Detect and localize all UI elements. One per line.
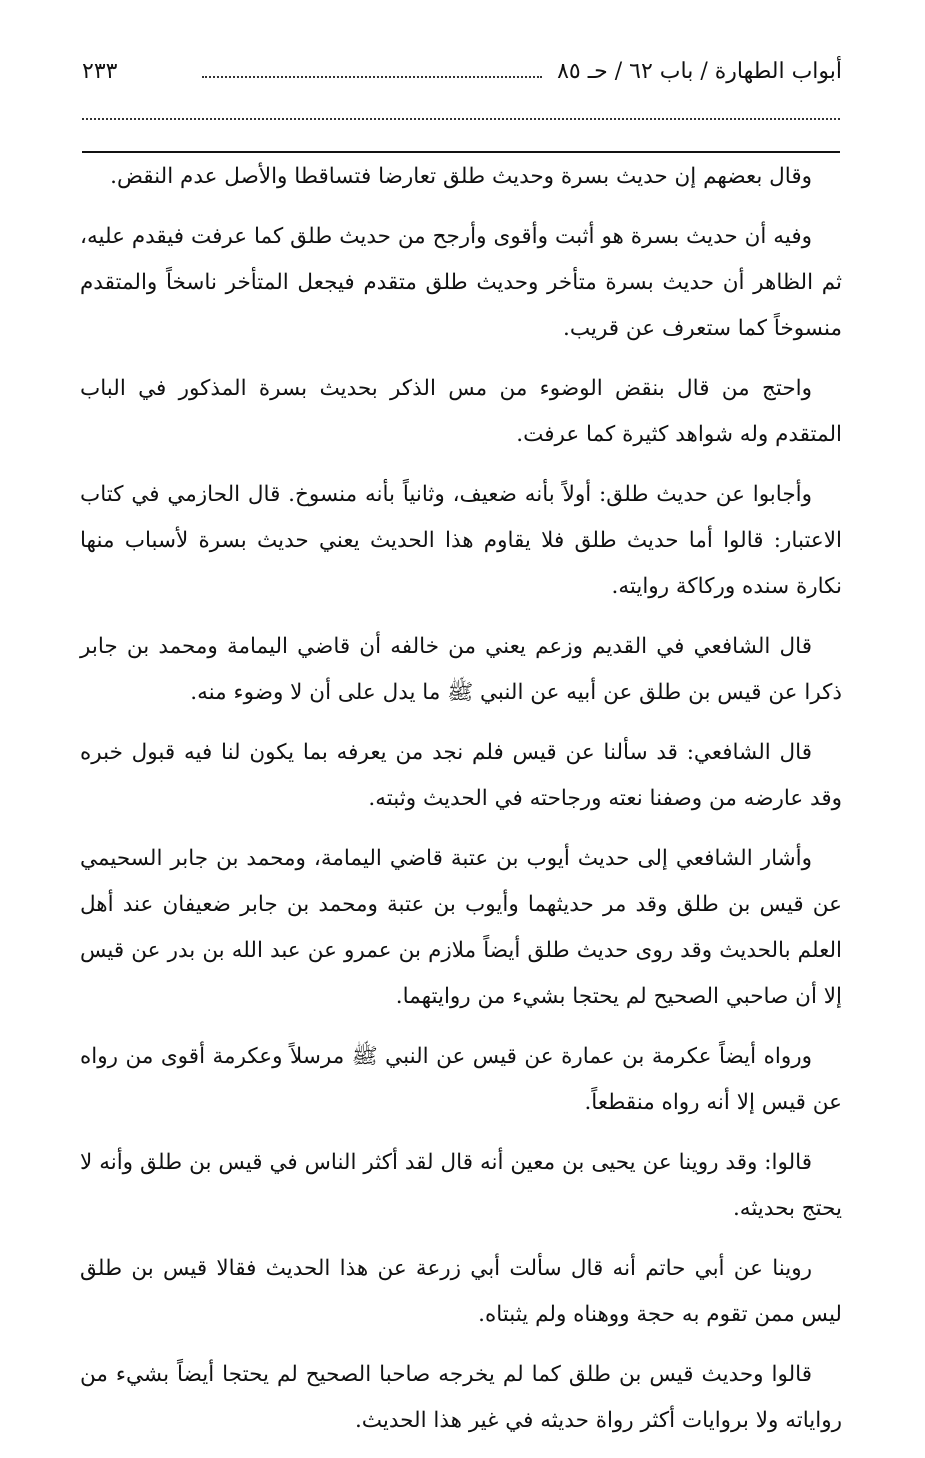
paragraph: واحتج من قال بنقض الوضوء من مس الذكر بحديث بسرة المذكور في الباب المتقدم وله شواهد كثيرة كما عرفت.	[80, 376, 842, 447]
running-title: أبواب الطهارة / باب ٦٢ / حـ ٨٥	[557, 59, 842, 84]
page-number: ٢٣٣	[82, 59, 118, 84]
paragraph: قال الشافعي في القديم وزعم يعني من خالفه أن قاضي اليمامة ومحمد بن جابر ذكرا عن قيس بن طلق عن أبيه عن النبي ﷺ ما يدل على أن لا وضوء منه.	[80, 634, 842, 705]
paragraph: وفيه أن حديث بسرة هو أثبت وأقوى وأرجح من حديث طلق كما عرفت فيقدم عليه، ثم الظاهر أن حديث بسرة متأخر وحديث طلق متقدم فيجعل المتأخر ناسخاً والمتقدم منسوخاً كما ستعرف عن قريب.	[80, 224, 842, 341]
paragraph: قالوا: وقد روينا عن يحيى بن معين أنه قال لقد أكثر الناس في قيس بن طلق وأنه لا يحتج بحديثه.	[80, 1150, 842, 1221]
paragraph: ورواه أيضاً عكرمة بن عمارة عن قيس عن النبي ﷺ مرسلاً وعكرمة أقوى من رواه عن قيس إلا أنه رواه منقطعاً.	[80, 1044, 842, 1115]
paragraph: قال الشافعي: قد سألنا عن قيس فلم نجد من يعرفه بما يكون لنا فيه قبول خبره وقد عارضه من وصفنا نعته ورجاحته في الحديث وثبته.	[80, 740, 842, 811]
page-header	[82, 52, 842, 92]
paragraph: وقال بعضهم إن حديث بسرة وحديث طلق تعارضا فتساقطا والأصل عدم النقض.	[110, 164, 812, 189]
paragraph: روينا عن أبي حاتم أنه قال سألت أبي زرعة عن هذا الحديث فقالا قيس بن طلق ليس ممن تقوم به حجة ووهناه ولم يثبتاه.	[80, 1256, 842, 1327]
dotted-separator	[82, 118, 840, 120]
body-text	[80, 154, 842, 1458]
paragraph: وأجابوا عن حديث طلق: أولاً بأنه ضعيف، وثانياً بأنه منسوخ. قال الحازمي في كتاب الاعتبار: قالوا أما حديث طلق فلا يقاوم هذا الحديث يعني حديث بسرة لأسباب منها نكارة سنده وركاكة روايته.	[80, 482, 842, 599]
paragraph: وأشار الشافعي إلى حديث أيوب بن عتبة قاضي اليمامة، ومحمد بن جابر السحيمي عن قيس بن طلق وقد مر حديثهما وأيوب بن عتبة ومحمد بن جابر ضعيفان عند أهل العلم بالحديث وقد روى حديث طلق أيضاً ملازم بن عمرو عن عبد الله بن بدر عن قيس إلا أن صاحبي الصحيح لم يحتجا بشيء من روايتهما.	[80, 846, 842, 1009]
paragraph: قالوا وحديث قيس بن طلق كما لم يخرجه صاحبا الصحيح لم يحتجا أيضاً بشيء من رواياته ولا بروايات أكثر رواة حديثه في غير هذا الحديث.	[80, 1362, 842, 1433]
solid-separator	[82, 151, 840, 153]
header-dot-leader	[202, 76, 542, 78]
